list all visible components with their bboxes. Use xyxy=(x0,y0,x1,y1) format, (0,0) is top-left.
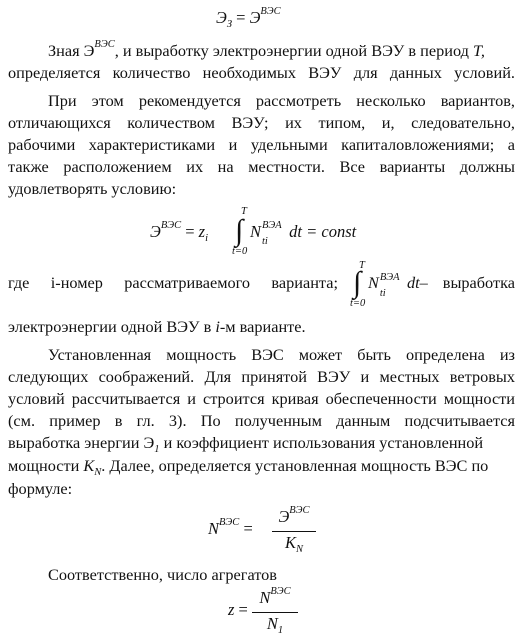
text-run: , и выработку электроэнергии одной ВЭУ в период xyxy=(114,41,469,60)
text-line: определяется количество необходимых ВЭУ для данных условий. xyxy=(8,63,515,82)
formula-symbol: Э xyxy=(216,8,227,27)
formula-integral-main xyxy=(150,206,410,260)
formula-equals: = xyxy=(243,519,253,538)
text-line: следующих соображений. Для принятой ВЭУ и местных ветровых xyxy=(8,367,515,386)
formula-symbol: z xyxy=(228,600,235,619)
text-line: также расположением их на местности. Все варианты должны xyxy=(8,157,515,176)
text-superscript: ВЭС xyxy=(94,39,115,50)
text-run: электроэнергии одной ВЭУ в xyxy=(8,317,212,336)
integral-lower-limit: t=0 xyxy=(232,246,248,257)
text-subscript: N xyxy=(94,467,102,478)
formula-symbol: Э xyxy=(249,8,261,27)
formula-const: = const xyxy=(306,222,357,241)
text-run: Зная Э xyxy=(48,41,95,60)
formula-symbol: z xyxy=(198,222,206,241)
formula-symbol: N xyxy=(208,519,220,538)
formula-symbol: N xyxy=(259,588,271,607)
text-run: -м варианте. xyxy=(219,317,306,336)
formula-fraction xyxy=(252,588,298,637)
formula-symbol: N xyxy=(266,614,278,633)
integral-sign: ∫ xyxy=(353,266,362,299)
fraction-bar xyxy=(252,612,298,613)
text-run: выработка xyxy=(442,273,515,292)
formula-subscript: ti xyxy=(262,236,268,247)
integral-sign: ∫ xyxy=(235,214,244,247)
text-line: отличающихся количеством ВЭУ; их типом, и, следовательно, xyxy=(8,113,515,132)
formula-unit-count xyxy=(228,586,328,636)
text-italic: T, xyxy=(473,41,485,60)
text-run: и коэффициент использования установленной xyxy=(163,433,484,452)
text-line xyxy=(8,316,515,338)
text-line: (см. пример в гл. 3). По полученным данным подсчитывается xyxy=(8,411,515,430)
integral-upper-limit: T xyxy=(241,206,247,217)
formula-superscript: ВЭА xyxy=(379,272,400,283)
integral-upper-limit: T xyxy=(359,260,365,271)
text-run: где i-номер рассматриваемого варианта; xyxy=(8,273,338,292)
text-line: При этом рекомендуется рассмотреть несколько вариантов, xyxy=(48,91,515,110)
text-italic: K xyxy=(83,456,95,475)
integral-lower-limit: t=0 xyxy=(350,298,366,309)
formula-equals: = xyxy=(238,600,248,619)
formula-symbol: Э xyxy=(278,507,290,526)
formula-superscript: ВЭС xyxy=(270,586,291,597)
formula-subscript: i xyxy=(205,233,209,244)
text-run: выработка энергии Э xyxy=(8,433,155,452)
formula-energy-total xyxy=(216,8,281,31)
formula-superscript: ВЭС xyxy=(219,517,240,528)
formula-symbol: Э xyxy=(150,222,161,241)
text-italic: i xyxy=(215,317,220,336)
text-line: рабочими характеристиками и удельными капиталовложениями; а xyxy=(8,135,515,154)
text-line: удовлетворять условию: xyxy=(8,179,177,198)
formula-installed-power xyxy=(208,505,328,553)
formula-subscript: N xyxy=(296,544,304,555)
text-line: Установленная мощность ВЭС может быть определена из xyxy=(48,345,515,364)
formula-fraction xyxy=(272,507,316,556)
text-line xyxy=(8,432,515,457)
text-line xyxy=(8,455,515,480)
text-run: мощности xyxy=(8,456,80,475)
text-subscript: 1 xyxy=(154,444,160,455)
text-line: условий рассчитывается и строится кривая обеспеченности мощности xyxy=(8,389,515,408)
fraction-bar xyxy=(272,531,316,532)
formula-symbol: dt xyxy=(289,222,302,241)
formula-subscript: З xyxy=(226,19,233,30)
text-line: Соответственно, число агрегатов xyxy=(48,565,277,584)
formula-symbol: N xyxy=(368,273,379,292)
formula-symbol: K xyxy=(284,533,296,552)
formula-superscript: ВЭС xyxy=(289,505,310,516)
formula-symbol: N xyxy=(250,222,262,241)
formula-subscript: ti xyxy=(379,288,386,299)
text-line xyxy=(8,260,515,316)
formula-equals: = xyxy=(236,8,246,27)
text-run: . Далее, определяется установленная мощность ВЭС по xyxy=(101,456,489,475)
formula-superscript: ВЭА xyxy=(262,220,282,231)
formula-subscript: 1 xyxy=(277,625,284,636)
text-line: формуле: xyxy=(8,479,73,498)
formula-equals: = xyxy=(185,222,195,241)
formula-symbol: dt– xyxy=(406,273,428,292)
formula-superscript: ВЭС xyxy=(160,220,182,231)
formula-superscript: ВЭС xyxy=(260,6,281,17)
